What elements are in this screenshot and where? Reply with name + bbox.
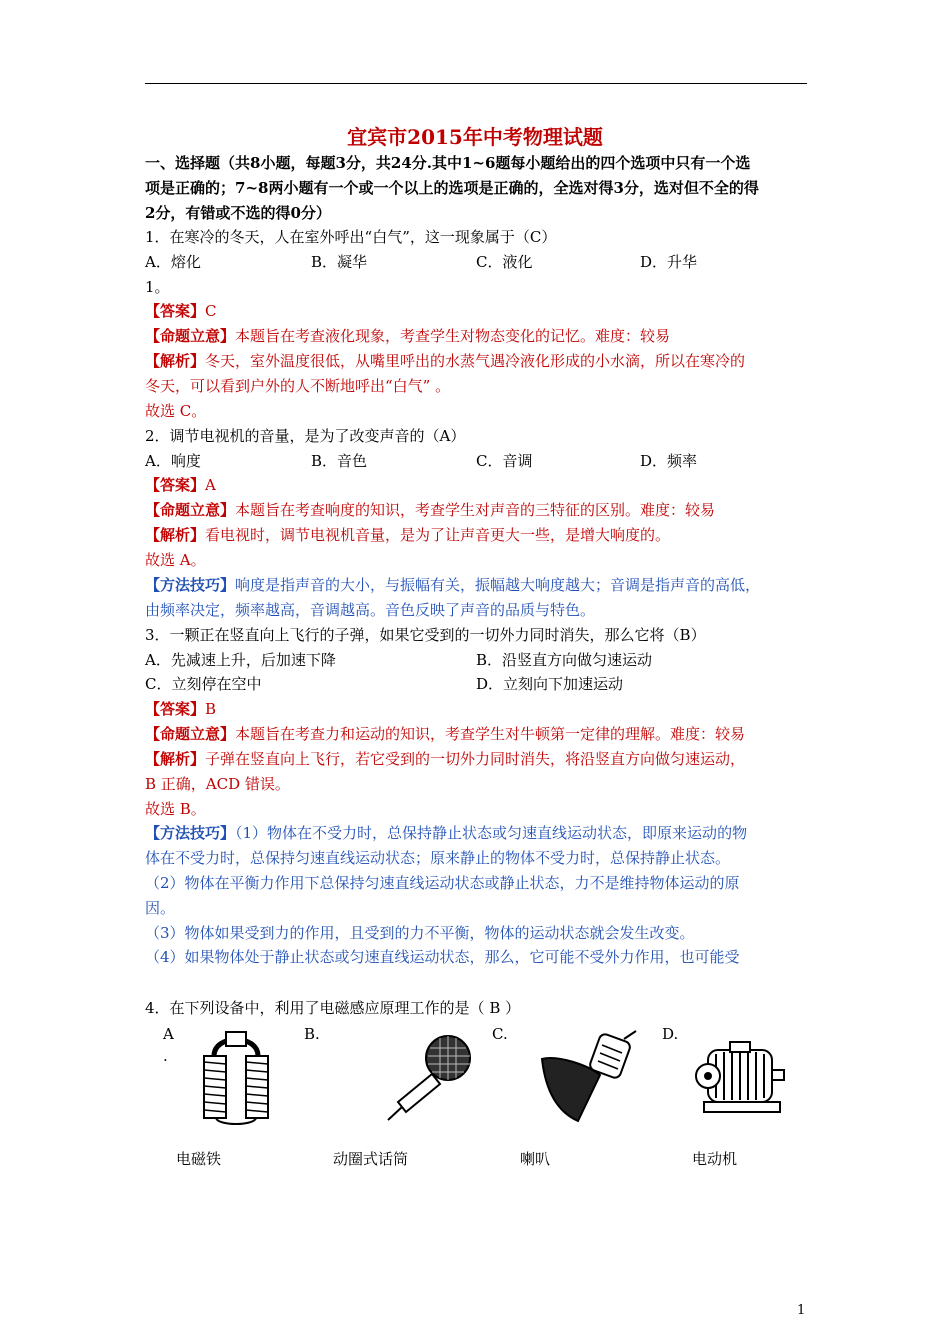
method-tag: 【方法技巧】 (145, 824, 236, 842)
section-instructions-line-3: 2分，有错或不选的得0分） (145, 204, 331, 222)
q3-method-4: 因。 (145, 899, 176, 917)
q1-option-a: A．熔化 (145, 253, 201, 271)
section-instructions-line-2: 项是正确的；7~8两小题有一个或一个以上的选项是正确的，全选对得3分，选对但不全的得 (145, 179, 759, 197)
q1-stem: 1．在寒冷的冬天，人在室外呼出“白气”，这一现象属于（C） (145, 228, 557, 246)
q1-extra: 1。 (145, 278, 170, 296)
answer-value: B (205, 700, 217, 718)
q1-analysis-2: 冬天，可以看到户外的人不断地呼出“白气” 。 (145, 377, 451, 395)
q3-option-b: B．沿竖直方向做匀速运动 (476, 651, 653, 669)
intent-tag: 【命题立意】 (145, 501, 236, 519)
intent-tag: 【命题立意】 (145, 327, 236, 345)
q1-analysis-1 (145, 350, 745, 372)
q2-analysis-1 (145, 524, 670, 546)
method-text: （1）物体在不受力时，总保持静止状态或匀速直线运动状态，即原来运动的物 (235, 824, 748, 842)
q4-stem: 4．在下列设备中，利用了电磁感应原理工作的是（ B ） (145, 999, 521, 1017)
q3-method-5: （3）物体如果受到力的作用，且受到的力不平衡，物体的运动状态就会发生改变。 (145, 924, 695, 942)
q4-caption-d: 电动机 (692, 1150, 738, 1168)
q3-answer (145, 698, 216, 720)
analysis-text: 子弹在竖直向上飞行，若它受到的一切外力同时消失，将沿竖直方向做匀速运动， (205, 750, 746, 768)
intent-tag: 【命题立意】 (145, 725, 236, 743)
header-rule (145, 83, 807, 84)
q3-method-3: （2）物体在平衡力作用下总保持匀速直线运动状态或静止状态，力不是维持物体运动的原 (145, 874, 740, 892)
q4-label-c: C. (492, 1025, 508, 1043)
analysis-text: 冬天，室外温度很低，从嘴里呼出的水蒸气遇冷液化形成的小水滴，所以在寒冷的 (205, 352, 746, 370)
q3-method-6: （4）如果物体处于静止状态或匀速直线运动状态，那么，它可能不受外力作用，也可能受 (145, 948, 740, 966)
q3-option-d: D．立刻向下加速运动 (476, 675, 624, 693)
answer-value: C (205, 302, 217, 320)
analysis-text: 看电视时，调节电视机音量，是为了让声音更大一些，是增大响度的。 (205, 526, 671, 544)
q3-choose: 故选 B。 (145, 800, 206, 818)
q1-choose: 故选 C。 (145, 402, 207, 420)
q2-choose: 故选 A。 (145, 551, 206, 569)
intent-text: 本题旨在考查液化现象，考查学生对物态变化的记忆。难度：较易 (235, 327, 671, 345)
q2-method-1 (145, 574, 760, 596)
q3-analysis-1 (145, 748, 745, 770)
q4-label-d: D. (662, 1025, 679, 1043)
electric-motor-image (694, 1040, 788, 1118)
q2-stem: 2．调节电视机的音量，是为了改变声音的（A） (145, 427, 466, 445)
q2-option-a: A．响度 (145, 452, 201, 470)
answer-tag: 【答案】 (145, 302, 206, 320)
intent-text: 本题旨在考查力和运动的知识，考查学生对牛顿第一定律的理解。难度：较易 (235, 725, 746, 743)
microphone-image (378, 1030, 478, 1125)
q4-caption-a: 电磁铁 (176, 1150, 222, 1168)
page-title: 宜宾市2015年中考物理试题 (347, 125, 603, 149)
q4-caption-b: 动圈式话筒 (333, 1150, 409, 1168)
q2-method-2: 由频率决定，频率越高，音调越高。音色反映了声音的品质与特色。 (145, 601, 596, 619)
q3-option-a: A．先减速上升，后加速下降 (145, 651, 336, 669)
q1-option-c: C．液化 (476, 253, 533, 271)
q3-analysis-2: B 正确，ACD 错误。 (145, 775, 290, 793)
q3-stem: 3．一颗正在竖直向上飞行的子弹，如果它受到的一切外力同时消失，那么它将（B） (145, 626, 706, 644)
loudspeaker-image (538, 1025, 638, 1125)
q1-answer (145, 300, 217, 322)
q1-intent (145, 325, 670, 347)
q1-option-b: B．凝华 (311, 253, 368, 271)
answer-value: A (205, 476, 216, 494)
q3-option-c: C．立刻停在空中 (145, 675, 262, 693)
q2-answer (145, 474, 216, 496)
analysis-tag: 【解析】 (145, 750, 206, 768)
section-instructions-line-1: 一、选择题（共8小题，每题3分，共24分.其中1~6题每小题给出的四个选项中只有一个选 (145, 154, 751, 172)
q2-option-b: B．音色 (311, 452, 368, 470)
analysis-tag: 【解析】 (145, 352, 206, 370)
page-number: 1 (797, 1303, 806, 1318)
q4-label-a-dot: . (163, 1047, 168, 1065)
analysis-tag: 【解析】 (145, 526, 206, 544)
electromagnet-image (196, 1028, 276, 1128)
intent-text: 本题旨在考查响度的知识，考查学生对声音的三特征的区别。难度：较易 (235, 501, 716, 519)
q3-intent (145, 723, 745, 745)
q2-option-c: C．音调 (476, 452, 533, 470)
answer-tag: 【答案】 (145, 476, 206, 494)
method-text: 响度是指声音的大小，与振幅有关，振幅越大响度越大；音调是指声音的高低， (235, 576, 761, 594)
q4-label-a: A (163, 1025, 174, 1043)
q2-intent (145, 499, 715, 521)
method-tag: 【方法技巧】 (145, 576, 236, 594)
q1-option-d: D．升华 (640, 253, 698, 271)
q4-label-b: B. (304, 1025, 320, 1043)
q3-method-1 (145, 822, 747, 844)
answer-tag: 【答案】 (145, 700, 206, 718)
q4-caption-c: 喇叭 (520, 1150, 551, 1168)
q3-method-2: 体在不受力时，总保持匀速直线运动状态；原来静止的物体不受力时，总保持静止状态。 (145, 849, 731, 867)
q2-option-d: D．频率 (640, 452, 698, 470)
